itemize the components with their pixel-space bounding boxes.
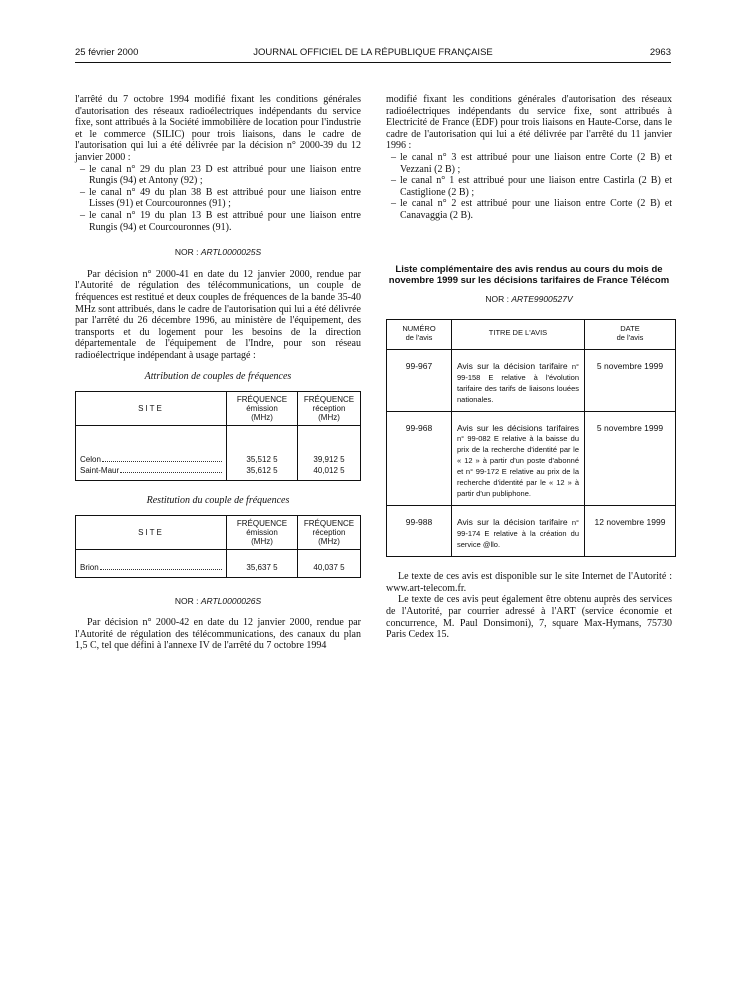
table-row — [387, 350, 676, 412]
list-item: – le canal n° 19 du plan 13 B est attribué pour une liaison entre Rungis (94) et Courcouronnes (91). — [89, 210, 361, 233]
reception-frequency: 39,912 5 — [298, 426, 361, 466]
nor-reference — [75, 596, 361, 608]
decision-paragraph: Par décision n° 2000-41 en date du 12 janvier 2000, rendue par l'Autorité de régulation des télécommunications, un couple de fréquences est restitué et deux couples de fréquences de la bande 35-40 MHz sont attribués, dans le cadre de l'autorisation qui lui a été délivrée par l'arrêté du 26 décembre 1996, au ministère de l'équipement, des transports et du logement pour les besoins de la direction départementale de l'équipement de l'Indre, pour son réseau radioélectrique indépendant à usage partagé : — [75, 268, 361, 361]
column-header-site: SITE — [76, 392, 227, 426]
left-bullet-list — [75, 164, 361, 234]
header-rule — [75, 62, 671, 63]
journal-title: JOURNAL OFFICIEL DE LA RÉPUBLIQUE FRANÇAISE — [253, 47, 493, 58]
nor-reference — [386, 294, 672, 306]
table-row — [76, 465, 361, 481]
column-header-site: SITE — [76, 515, 227, 549]
list-item: – le canal n° 49 du plan 38 B est attribué pour une liaison entre Lisses (91) et Courcouronnes (91) ; — [89, 187, 361, 210]
column-header-emission: FRÉQUENCE émission (MHz) — [227, 515, 298, 549]
emission-frequency: 35,612 5 — [227, 465, 298, 481]
left-intro-paragraph: l'arrêté du 7 octobre 1994 modifié fixant les conditions générales d'autorisation des réseaux radioélectriques indépendants du service fixe, sont attribués à la Société immobilière de location pour l'industrie et le commerce (SILIC) pour trois liaisons, dans le cadre de l'autorisation qui lui a été délivrée par la décision n° 2000-39 du 12 janvier 2000 : — [75, 94, 361, 163]
page-number: 2963 — [649, 47, 671, 58]
reception-frequency: 40,012 5 — [298, 465, 361, 481]
column-header-reception: FRÉQUENCE réception (MHz) — [298, 515, 361, 549]
list-item: – le canal n° 1 est attribué pour une liaison entre Castirla (2 B) et Castiglione (2 B) ; — [400, 175, 672, 198]
table-row — [76, 426, 361, 466]
section-title: Liste complémentaire des avis rendus au cours du mois de novembre 1999 sur les décisions tarifaires de France Télécom — [388, 263, 670, 286]
column-header-reception: FRÉQUENCE réception (MHz) — [298, 392, 361, 426]
decision-paragraph: Par décision n° 2000-42 en date du 12 janvier 2000, rendue par l'Autorité de régulation des télécommunications, des canaux du plan 1,5 C, tel que défini à l'annexe IV de l'arrêté du 7 octobre 1994 — [75, 617, 361, 652]
avis-title: Avis sur la décision tarifaire n° 99-174 E relative à la création du service @llo. — [452, 506, 585, 557]
issue-date: 25 février 2000 — [75, 47, 139, 58]
table-caption: Restitution du couple de fréquences — [146, 495, 290, 507]
site-name: Saint-Maur — [80, 466, 120, 476]
right-intro-paragraph: modifié fixant les conditions générales d'autorisation des réseaux radioélectriques indépendants du service fixe, sont attribués à Electricité de France (EDF) pour trois liaisons en Haute-Corse, dans le cadre de l'autorisation qui lui a été délivrée par l'arrêté du 11 janvier 1996 : — [386, 94, 672, 152]
nor-label: NOR : — [174, 247, 199, 258]
avis-table — [386, 319, 676, 557]
nor-reference — [75, 247, 361, 259]
nor-label: NOR : — [485, 293, 509, 304]
avis-title: Avis sur les décisions tarifaires n° 99-082 E relative à la baisse du prix de la recherche d'identité par le « 12 » à partir d'un poste d'abonné et n° 99-172 E relative au prix de la recherche d'identité par le « 12 » à partir d'un publiphone. — [452, 412, 585, 506]
avis-number: 99-967 — [387, 350, 452, 412]
table-row — [387, 412, 676, 506]
availability-paragraph: Le texte de ces avis est disponible sur le site Internet de l'Autorité : www.art-telecom.fr. — [386, 571, 672, 594]
avis-title: Avis sur la décision tarifaire n° 99-158 E relative à l'évolution tarifaire des tarifs de liaisons louées nationales. — [452, 350, 585, 412]
column-header-date: DATE de l'avis — [585, 320, 676, 350]
column-header-numero: NUMÉRO de l'avis — [387, 320, 452, 350]
site-name: Celon — [80, 455, 101, 465]
avis-date: 12 novembre 1999 — [585, 506, 676, 557]
site-name: Brion — [80, 562, 99, 572]
table-caption: Attribution de couples de fréquences — [144, 371, 292, 383]
right-column — [386, 94, 672, 641]
list-item: – le canal n° 29 du plan 23 D est attribué pour une liaison entre Rungis (94) et Antony (92) ; — [89, 164, 361, 187]
list-item: – le canal n° 3 est attribué pour une liaison entre Corte (2 B) et Vezzani (2 B) ; — [400, 152, 672, 175]
avis-date: 5 novembre 1999 — [585, 412, 676, 506]
left-column — [75, 94, 361, 652]
table-row — [387, 506, 676, 557]
column-header-titre: TITRE DE L'AVIS — [452, 320, 585, 350]
frequency-attribution-table — [75, 391, 361, 481]
nor-code: ARTE9900527V — [511, 293, 573, 304]
nor-code: ARTL0000026S — [200, 595, 262, 606]
nor-code: ARTL0000025S — [200, 247, 262, 258]
nor-label: NOR : — [174, 595, 199, 606]
avis-number: 99-968 — [387, 412, 452, 506]
right-bullet-list — [386, 152, 672, 222]
column-header-emission: FRÉQUENCE émission (MHz) — [227, 392, 298, 426]
table-row — [76, 549, 361, 577]
reception-frequency: 40,037 5 — [298, 549, 361, 577]
emission-frequency: 35,637 5 — [227, 549, 298, 577]
list-item: – le canal n° 2 est attribué pour une liaison entre Corte (2 B) et Canavaggia (2 B). — [400, 198, 672, 221]
emission-frequency: 35,512 5 — [227, 426, 298, 466]
page-header — [75, 47, 671, 61]
avis-number: 99-988 — [387, 506, 452, 557]
frequency-restitution-table — [75, 515, 361, 578]
avis-date: 5 novembre 1999 — [585, 350, 676, 412]
contact-paragraph: Le texte de ces avis peut également être obtenu auprès des services de l'Autorité, par courrier adressé à l'ART (service économie et concurrence, M. Paul Donsimoni), 7, square Max-Hymans, 75730 Paris Cedex 15. — [386, 594, 672, 641]
